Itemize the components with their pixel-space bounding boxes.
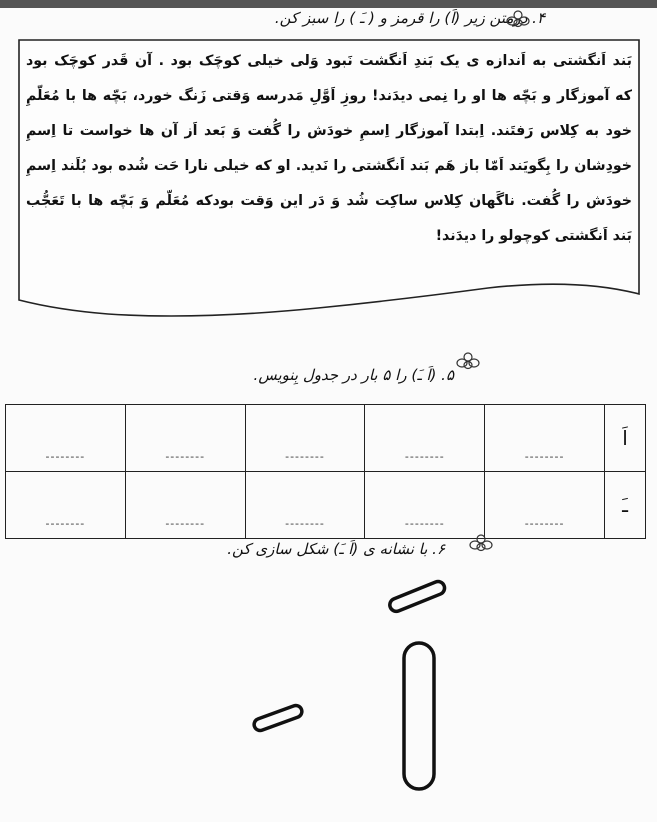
story-line-last: بَند اَنگشتی کوچولو را دیدَند! xyxy=(435,228,632,244)
row-label-fatha: ـَ xyxy=(605,472,646,539)
blank-cell[interactable]: -------- xyxy=(485,472,605,539)
blank-cell[interactable]: -------- xyxy=(485,405,605,472)
question-5-heading: ۵. (اَ ـَ) را ۵ بار در جدول بِنویس. xyxy=(253,366,454,384)
blank-cell[interactable]: -------- xyxy=(125,472,245,539)
story-line: خودَش را گُفت. ناگَهان کِلاس ساکِت شُد وَ دَر این وَقت بودکه مُعَلّم وَ بَچّه ها با تَعَجُّب xyxy=(26,193,632,209)
story-line: خود به کِلاس رَفتَند. اِبتدا آموزگار اِسمِ خودَش را گُفت وَ بَعد اَز آن ها خواست تا اِسمِ xyxy=(26,123,632,139)
top-bar xyxy=(0,0,657,8)
blank-cell[interactable]: -------- xyxy=(6,405,126,472)
blank-cell[interactable]: -------- xyxy=(125,405,245,472)
blank-cell[interactable]: -------- xyxy=(365,405,485,472)
flower-bullet-icon xyxy=(468,534,494,552)
blank-cell[interactable]: -------- xyxy=(245,405,365,472)
alef-stroke xyxy=(404,643,434,789)
table-row xyxy=(6,472,646,539)
shape-drawing-area xyxy=(0,560,657,822)
table-row xyxy=(6,405,646,472)
story-text xyxy=(26,44,632,254)
fatha-stroke-left xyxy=(252,704,303,732)
practice-table xyxy=(5,404,646,539)
blank-cell[interactable]: -------- xyxy=(365,472,485,539)
question-4-heading: ۴. درمتن زیر (اَ) را قرمز و ( ـَ ) را سبز کن. xyxy=(274,9,545,27)
flower-bullet-icon xyxy=(505,10,531,28)
story-line: خودِشان را بِگویَند اَمّا باز هَم بَند اَنگشتی را نَدید. او که خیلی نارا حَت شُده بود بُلَند اِسمِ xyxy=(26,158,632,174)
flower-bullet-icon xyxy=(455,352,481,370)
story-line: بَند اَنگشتی به اَندازه ی یک بَندِ اَنگشت نَبود وَلی خیلی کوچَک بود . آن قَدر کوچَک بود xyxy=(26,53,632,69)
blank-cell[interactable]: -------- xyxy=(6,472,126,539)
blank-cell[interactable]: -------- xyxy=(245,472,365,539)
story-line: که آموزگار و بَچّه ها او را نِمی دیدَند! روزِ اَوَّلِ مَدرسه وَقتی زَنگ خورد، بَچّه ها با مُعَلّمِ xyxy=(26,88,632,104)
question-6-heading: ۶. با نشانه ی (اَ ـَ) شکل سازی کن. xyxy=(227,540,445,558)
fatha-stroke-top xyxy=(388,580,447,614)
row-label-alef: اَ xyxy=(605,405,646,472)
